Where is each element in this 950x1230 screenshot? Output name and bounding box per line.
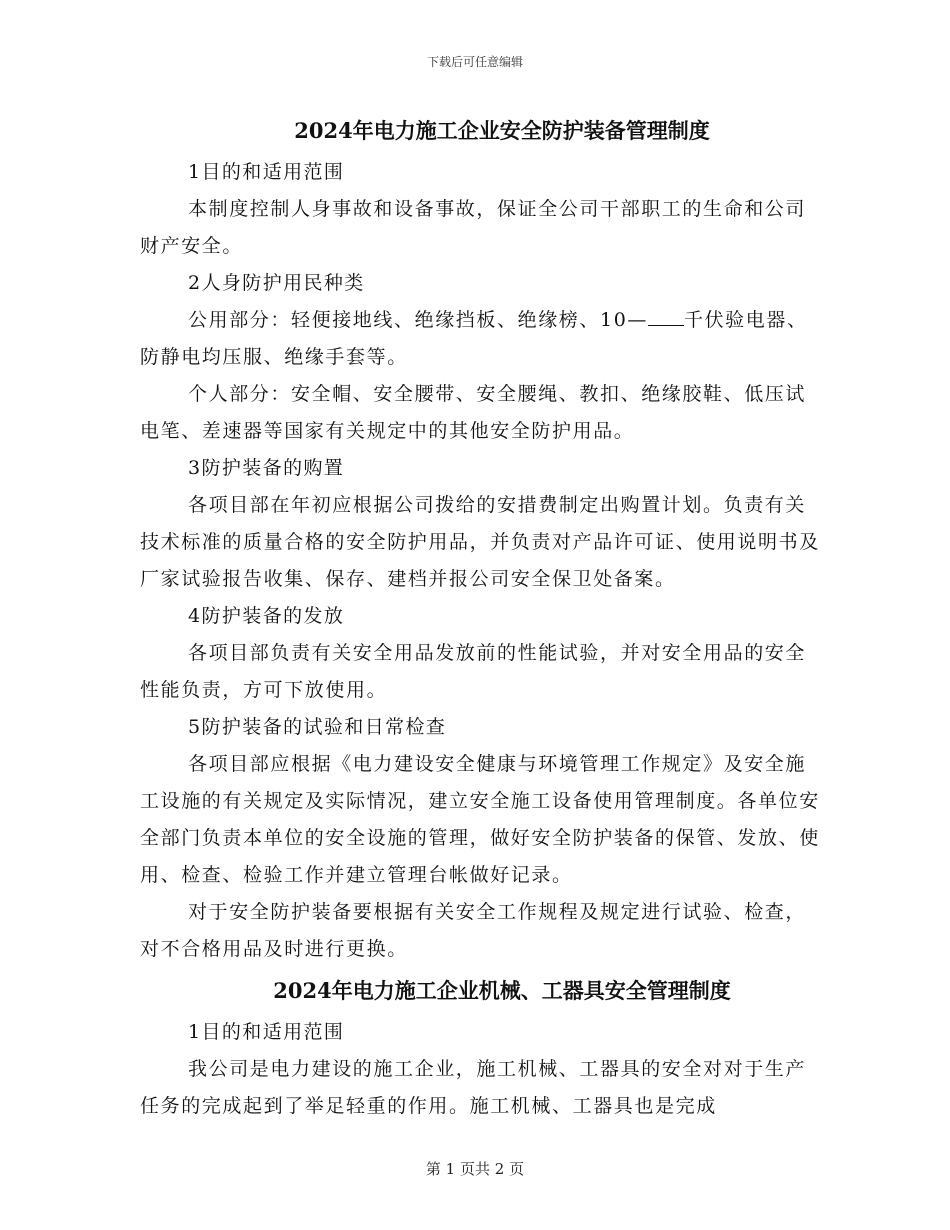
document-title-2: 2024年电力施工企业机械、工器具安全管理制度	[273, 978, 731, 1003]
page-header-note: 下载后可任意编辑	[426, 55, 523, 69]
paragraph-public-equipment	[140, 302, 820, 376]
paragraph-purchase: 各项目部在年初应根据公司拨给的安措费制定出购置计划。负责有关技术标准的质量合格的安全防护用品，并负责对产品许可证、使用说明书及厂家试验报告收集、保存、建档并报公司安全保卫处备案。	[140, 494, 820, 590]
section-heading-equipment-types: 2人身防护用民种类	[188, 272, 365, 294]
document-title-1: 2024年电力施工企业安全防护装备管理制度	[294, 118, 710, 143]
section-heading-testing: 5防护装备的试验和日常检查	[188, 716, 447, 738]
section-heading-distribution: 4防护装备的发放	[188, 605, 345, 627]
page-footer-note: 第 1 页共 2 页	[425, 1160, 525, 1178]
paragraph-personal-equipment: 个人部分：安全帽、安全腰带、安全腰绳、教扣、绝缘胶鞋、低压试电笔、差速器等国家有关规定中的其他安全防护用品。	[140, 383, 807, 442]
paragraph-distribution: 各项目部负责有关安全用品发放前的性能试验，并对安全用品的安全性能负责，方可下放使用。	[140, 642, 807, 701]
section-heading-purpose: 1目的和适用范围	[188, 161, 345, 183]
blank-underline	[648, 309, 684, 326]
document-body	[140, 108, 820, 1125]
paragraph-testing: 各项目部应根据《电力建设安全健康与环境管理工作规定》及安全施工设施的有关规定及实际情况，建立安全施工设备使用管理制度。各单位安全部门负责本单位的安全设施的管理，做好安全防护装备的保管、发放、使用、检查、检验工作并建立管理台帐做好记录。	[140, 753, 820, 886]
paragraph-replacement: 对于安全防护装备要根据有关安全工作规程及规定进行试验、检查，对不合格用品及时进行更换。	[140, 901, 807, 960]
section-heading-purpose-2: 1目的和适用范围	[188, 1021, 345, 1043]
paragraph-purpose: 本制度控制人身事故和设备事故，保证全公司干部职工的生命和公司财产安全。	[140, 198, 807, 257]
public-equipment-text-a: 公用部分：轻便接地线、绝缘挡板、绝缘榜、10—	[188, 309, 648, 331]
public-equipment-text-b: 千伏验电器、防静电均压服、绝缘手套等。	[140, 309, 808, 368]
paragraph-machinery-intro: 我公司是电力建设的施工企业，施工机械、工器具的安全对对于生产任务的完成起到了举足轻重的作用。施工机械、工器具也是完成	[140, 1058, 807, 1117]
section-heading-purchase: 3防护装备的购置	[188, 457, 345, 479]
